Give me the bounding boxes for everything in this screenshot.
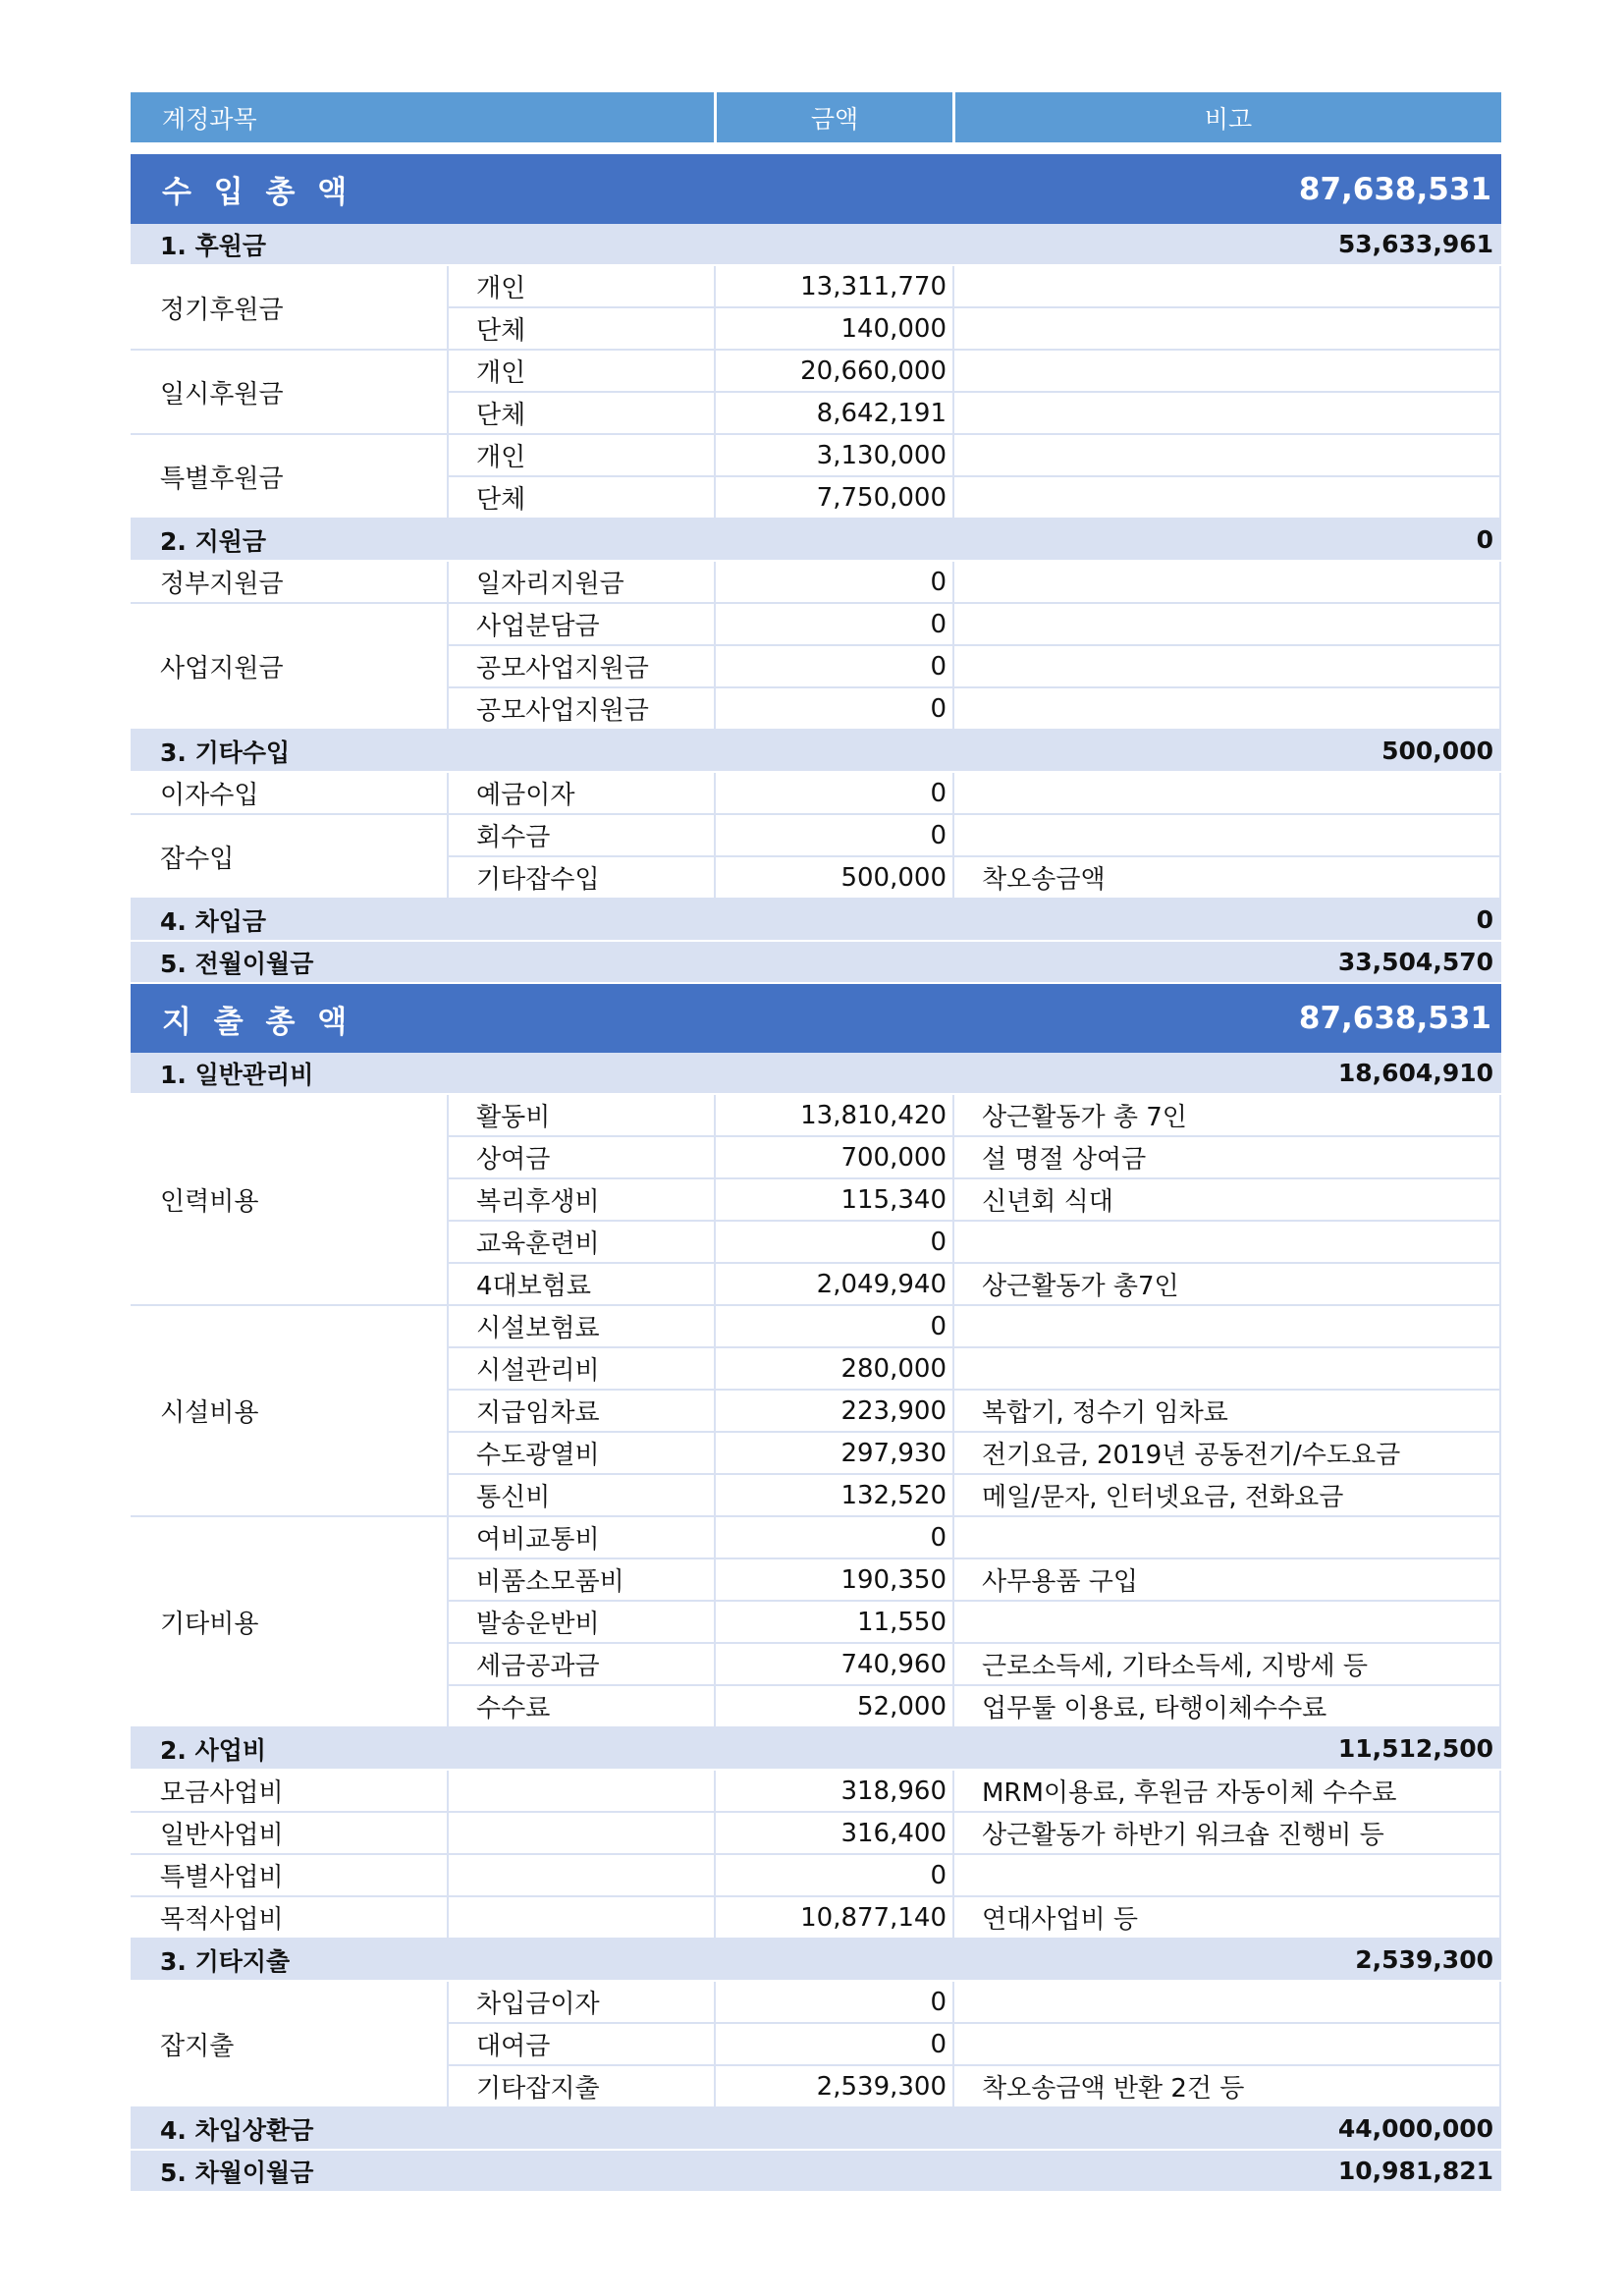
table-row xyxy=(447,2066,1501,2108)
income-total-bar xyxy=(131,154,1501,224)
group-label: 인력비용 xyxy=(131,1095,447,1306)
row-sub: 일자리지원금 xyxy=(447,562,714,602)
row-amount: 13,810,420 xyxy=(714,1095,952,1135)
row-amount: 318,960 xyxy=(714,1771,952,1811)
table-row xyxy=(447,773,1501,815)
row-note xyxy=(952,1306,1501,1346)
account-group xyxy=(131,773,1501,815)
row-sub: 활동비 xyxy=(447,1095,714,1135)
group-label: 시설비용 xyxy=(131,1306,447,1517)
section-header xyxy=(131,2108,1501,2151)
row-amount: 13,311,770 xyxy=(714,266,952,306)
group-label: 기타비용 xyxy=(131,1517,447,1728)
table-row xyxy=(447,477,1501,519)
row-amount: 0 xyxy=(714,815,952,855)
section-title: 5. 차월이월금 xyxy=(160,2158,314,2187)
group-label: 이자수입 xyxy=(131,773,447,815)
table-row xyxy=(447,1602,1501,1644)
row-amount: 0 xyxy=(714,2024,952,2064)
row-sub: 통신비 xyxy=(447,1475,714,1515)
account-group xyxy=(131,562,1501,604)
row-note xyxy=(952,351,1501,391)
row-amount: 0 xyxy=(714,646,952,686)
row-sub: 기타잡지출 xyxy=(447,2066,714,2106)
section-total: 0 xyxy=(1476,905,1493,934)
section-title: 1. 후원금 xyxy=(160,231,267,260)
header-account: 계정과목 xyxy=(162,104,257,134)
section-header xyxy=(131,1728,1501,1771)
row-note: 업무툴 이용료, 타행이체수수료 xyxy=(952,1686,1501,1726)
section-total: 0 xyxy=(1476,525,1493,554)
row-amount: 7,750,000 xyxy=(714,477,952,518)
row-sub: 예금이자 xyxy=(447,773,714,813)
table-row xyxy=(447,688,1501,731)
account-group xyxy=(131,1095,1501,1306)
row-amount: 0 xyxy=(714,1222,952,1262)
section-total: 2,539,300 xyxy=(1355,1945,1493,1974)
row-amount: 297,930 xyxy=(714,1433,952,1473)
table-row xyxy=(447,393,1501,435)
row-note xyxy=(952,562,1501,602)
table-row xyxy=(447,1559,1501,1602)
expense-total-value: 87,638,531 xyxy=(1298,1001,1491,1036)
row-note: 신년회 식대 xyxy=(952,1179,1501,1220)
section-total: 18,604,910 xyxy=(1337,1059,1493,1087)
row-note xyxy=(952,477,1501,518)
row-sub xyxy=(447,1771,714,1811)
row-amount: 8,642,191 xyxy=(714,393,952,433)
row-sub: 기타잡수입 xyxy=(447,857,714,898)
row-note: 복합기, 정수기 임차료 xyxy=(952,1391,1501,1431)
row-amount: 280,000 xyxy=(714,1348,952,1389)
row-note: 근로소득세, 기타소득세, 지방세 등 xyxy=(952,1644,1501,1684)
table-row xyxy=(447,435,1501,477)
table-row xyxy=(447,1897,1501,1940)
row-note xyxy=(952,1222,1501,1262)
table-row xyxy=(447,815,1501,857)
account-group xyxy=(131,1982,1501,2108)
row-sub: 여비교통비 xyxy=(447,1517,714,1558)
income-total-value: 87,638,531 xyxy=(1298,171,1491,207)
table-row xyxy=(447,1813,1501,1855)
section-title: 4. 차입금 xyxy=(160,906,267,936)
row-note: 상근활동가 총7인 xyxy=(952,1264,1501,1304)
row-amount: 500,000 xyxy=(714,857,952,898)
row-note: 설 명절 상여금 xyxy=(952,1137,1501,1177)
header-note: 비고 xyxy=(952,92,1501,142)
table-row xyxy=(447,604,1501,646)
row-note: 전기요금, 2019년 공동전기/수도요금 xyxy=(952,1433,1501,1473)
row-amount: 140,000 xyxy=(714,308,952,349)
table-row xyxy=(447,1433,1501,1475)
table-row xyxy=(447,857,1501,900)
table-row xyxy=(447,1348,1501,1391)
row-note: 상근활동가 총 7인 xyxy=(952,1095,1501,1135)
row-sub: 수도광열비 xyxy=(447,1433,714,1473)
section-title: 1. 일반관리비 xyxy=(160,1060,314,1089)
section-header xyxy=(131,942,1501,984)
row-sub: 단체 xyxy=(447,308,714,349)
row-sub: 사업분담금 xyxy=(447,604,714,644)
row-amount: 3,130,000 xyxy=(714,435,952,475)
row-sub: 교육훈련비 xyxy=(447,1222,714,1262)
group-label: 모금사업비 xyxy=(131,1771,447,1813)
group-label: 잡수입 xyxy=(131,815,447,900)
row-sub: 4대보험료 xyxy=(447,1264,714,1304)
table-row xyxy=(447,1391,1501,1433)
section-header xyxy=(131,1940,1501,1982)
table-row xyxy=(447,1095,1501,1137)
section-total: 33,504,570 xyxy=(1337,948,1493,976)
row-sub: 공모사업지원금 xyxy=(447,646,714,686)
table-row xyxy=(447,1222,1501,1264)
table-row xyxy=(447,266,1501,308)
group-label: 일반사업비 xyxy=(131,1813,447,1855)
row-note: 상근활동가 하반기 워크숍 진행비 등 xyxy=(952,1813,1501,1853)
row-note: MRM이용료, 후원금 자동이체 수수료 xyxy=(952,1771,1501,1811)
row-note: 사무용품 구입 xyxy=(952,1559,1501,1600)
section-header xyxy=(131,900,1501,942)
row-amount: 700,000 xyxy=(714,1137,952,1177)
row-sub: 공모사업지원금 xyxy=(447,688,714,729)
row-sub: 세금공과금 xyxy=(447,1644,714,1684)
row-note xyxy=(952,646,1501,686)
group-label: 정부지원금 xyxy=(131,562,447,604)
row-sub: 단체 xyxy=(447,393,714,433)
row-amount: 132,520 xyxy=(714,1475,952,1515)
row-note xyxy=(952,266,1501,306)
row-sub: 시설관리비 xyxy=(447,1348,714,1389)
section-title: 2. 사업비 xyxy=(160,1735,267,1765)
section-total: 10,981,821 xyxy=(1337,2157,1493,2185)
row-note xyxy=(952,815,1501,855)
account-group xyxy=(131,604,1501,731)
row-amount: 11,550 xyxy=(714,1602,952,1642)
row-sub: 비품소모품비 xyxy=(447,1559,714,1600)
row-sub: 지급임차료 xyxy=(447,1391,714,1431)
group-label: 특별사업비 xyxy=(131,1855,447,1897)
section-header xyxy=(131,519,1501,562)
table-row xyxy=(447,1306,1501,1348)
group-label: 목적사업비 xyxy=(131,1897,447,1940)
table-row xyxy=(447,646,1501,688)
section-total: 500,000 xyxy=(1381,737,1493,765)
expense-total-label: 지 출 총 액 xyxy=(162,1004,353,1040)
section-header xyxy=(131,731,1501,773)
row-amount: 0 xyxy=(714,1517,952,1558)
account-group xyxy=(131,266,1501,351)
row-amount: 10,877,140 xyxy=(714,1897,952,1938)
group-label: 사업지원금 xyxy=(131,604,447,731)
group-label: 잡지출 xyxy=(131,1982,447,2108)
section-title: 3. 기타수입 xyxy=(160,738,291,767)
row-note xyxy=(952,1602,1501,1642)
row-sub: 개인 xyxy=(447,266,714,306)
section-header xyxy=(131,224,1501,266)
section-header xyxy=(131,2151,1501,2193)
table-row xyxy=(447,1982,1501,2024)
section-total: 11,512,500 xyxy=(1337,1734,1493,1763)
row-amount: 2,049,940 xyxy=(714,1264,952,1304)
row-note xyxy=(952,1982,1501,2022)
row-amount: 0 xyxy=(714,1982,952,2022)
section-total: 44,000,000 xyxy=(1337,2114,1493,2143)
row-amount: 223,900 xyxy=(714,1391,952,1431)
row-sub: 차입금이자 xyxy=(447,1982,714,2022)
row-note xyxy=(952,308,1501,349)
expense-total-bar xyxy=(131,984,1501,1053)
group-label: 특별후원금 xyxy=(131,435,447,519)
row-amount: 316,400 xyxy=(714,1813,952,1853)
row-note xyxy=(952,435,1501,475)
table-row xyxy=(447,1855,1501,1897)
row-sub: 발송운반비 xyxy=(447,1602,714,1642)
table-row xyxy=(447,351,1501,393)
table-row xyxy=(447,1264,1501,1306)
table-row xyxy=(447,1517,1501,1559)
account-group xyxy=(131,1517,1501,1728)
row-amount: 190,350 xyxy=(714,1559,952,1600)
row-amount: 20,660,000 xyxy=(714,351,952,391)
row-amount: 0 xyxy=(714,1306,952,1346)
row-sub: 복리후생비 xyxy=(447,1179,714,1220)
row-sub: 개인 xyxy=(447,435,714,475)
row-sub: 상여금 xyxy=(447,1137,714,1177)
table-row xyxy=(447,562,1501,604)
row-amount: 0 xyxy=(714,1855,952,1895)
row-note: 착오송금액 반환 2건 등 xyxy=(952,2066,1501,2106)
row-note xyxy=(952,1855,1501,1895)
row-amount: 2,539,300 xyxy=(714,2066,952,2106)
row-amount: 115,340 xyxy=(714,1179,952,1220)
section-total: 53,633,961 xyxy=(1337,230,1493,258)
row-amount: 0 xyxy=(714,688,952,729)
row-sub: 대여금 xyxy=(447,2024,714,2064)
section-title: 5. 전월이월금 xyxy=(160,949,314,978)
row-sub xyxy=(447,1813,714,1853)
account-group xyxy=(131,1813,1501,1855)
section-title: 4. 차입상환금 xyxy=(160,2115,314,2145)
group-label: 일시후원금 xyxy=(131,351,447,435)
row-amount: 0 xyxy=(714,604,952,644)
header-amount: 금액 xyxy=(714,92,952,142)
table-row xyxy=(447,1137,1501,1179)
table-row xyxy=(447,1475,1501,1517)
row-note xyxy=(952,1348,1501,1389)
account-group xyxy=(131,1771,1501,1813)
section-title: 3. 기타지출 xyxy=(160,1946,291,1976)
account-group xyxy=(131,351,1501,435)
table-header xyxy=(131,92,1501,142)
account-group xyxy=(131,1897,1501,1940)
income-total-label: 수 입 총 액 xyxy=(162,175,353,210)
row-amount: 740,960 xyxy=(714,1644,952,1684)
row-note xyxy=(952,1517,1501,1558)
group-label: 정기후원금 xyxy=(131,266,447,351)
account-group xyxy=(131,1855,1501,1897)
row-amount: 52,000 xyxy=(714,1686,952,1726)
account-group xyxy=(131,1306,1501,1517)
account-group xyxy=(131,435,1501,519)
table-row xyxy=(447,1179,1501,1222)
row-sub: 시설보험료 xyxy=(447,1306,714,1346)
row-note xyxy=(952,393,1501,433)
table-row xyxy=(447,308,1501,351)
row-note xyxy=(952,688,1501,729)
row-sub: 개인 xyxy=(447,351,714,391)
row-note xyxy=(952,604,1501,644)
section-title: 2. 지원금 xyxy=(160,526,267,556)
row-note: 연대사업비 등 xyxy=(952,1897,1501,1938)
table-row xyxy=(447,2024,1501,2066)
row-note: 착오송금액 xyxy=(952,857,1501,898)
row-amount: 0 xyxy=(714,562,952,602)
budget-table xyxy=(131,92,1501,2193)
table-row xyxy=(447,1686,1501,1728)
row-note: 메일/문자, 인터넷요금, 전화요금 xyxy=(952,1475,1501,1515)
row-sub: 회수금 xyxy=(447,815,714,855)
table-row xyxy=(447,1771,1501,1813)
row-sub xyxy=(447,1897,714,1938)
row-sub: 단체 xyxy=(447,477,714,518)
row-note xyxy=(952,2024,1501,2064)
row-sub: 수수료 xyxy=(447,1686,714,1726)
row-sub xyxy=(447,1855,714,1895)
table-row xyxy=(447,1644,1501,1686)
row-amount: 0 xyxy=(714,773,952,813)
account-group xyxy=(131,815,1501,900)
section-header xyxy=(131,1053,1501,1095)
row-note xyxy=(952,773,1501,813)
